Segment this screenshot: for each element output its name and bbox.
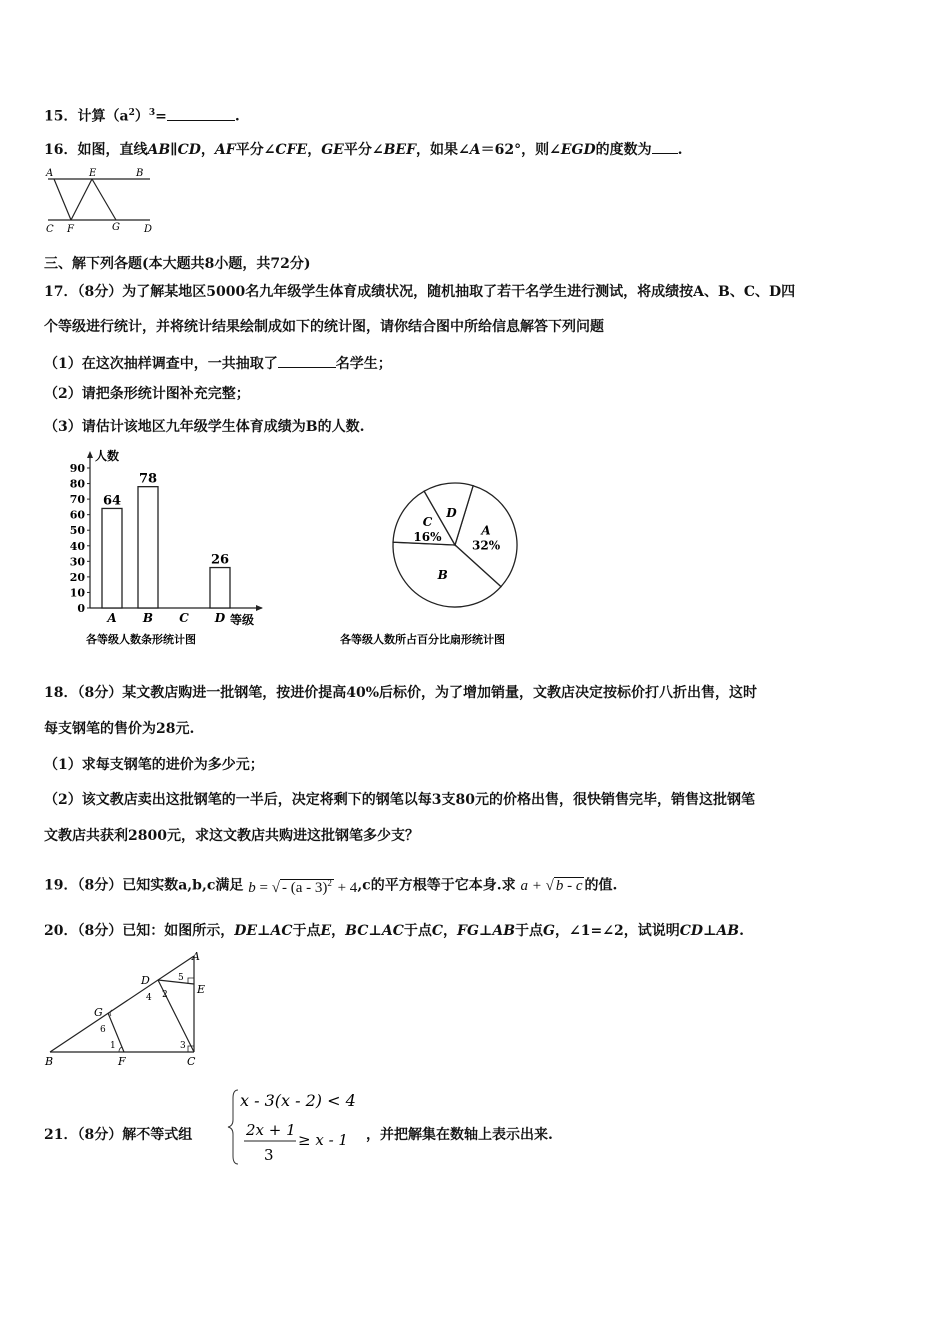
bar-chart-y-arrow — [87, 451, 93, 458]
answer-blank — [652, 139, 678, 154]
bar-b — [138, 487, 158, 608]
question-16: 16．如图，直线AB∥CD，AF平分∠CFE，GE平分∠BEF，如果∠A＝62°，则∠EGD的度数为 . — [44, 139, 683, 159]
category-label-d: D — [214, 611, 226, 625]
segment-ef — [71, 179, 92, 220]
y-tick-label: 40 — [69, 539, 85, 553]
label-e: E — [197, 983, 206, 996]
question-18-part1: （1）求每支钢笔的进价为多少元； — [44, 757, 264, 773]
question-17-part1: （1）在这次抽样调查中，一共抽取了 名学生； — [44, 353, 392, 373]
pie-label-c: C — [422, 515, 433, 530]
label-a: A — [192, 950, 200, 963]
category-label-b: B — [142, 611, 154, 625]
category-label-a: A — [107, 611, 117, 625]
question-15: 15．计算$(a^2)^3=$ . — [44, 104, 240, 126]
pie-chart-slices — [393, 483, 517, 607]
formula-a-plus-sqrt: a + √ b - c — [520, 877, 583, 894]
bar-chart-categories — [106, 611, 225, 625]
parallel-lines-figure — [40, 165, 170, 237]
bar-chart-bars — [102, 472, 230, 608]
inequality-1: x - 3(x - 2) < 4 — [240, 1091, 356, 1110]
answer-blank — [167, 106, 235, 121]
question-21-label: 21．（8分）解不等式组 — [44, 1127, 193, 1143]
label-c: C — [46, 224, 54, 235]
bar-a — [102, 508, 122, 608]
y-tick-label: 0 — [77, 602, 85, 615]
question-17-part3: （3）请估计该地区九年级学生体育成绩为B的人数. — [44, 419, 365, 435]
label-b: B — [136, 168, 144, 179]
pie-chart-title: 各等级人数所占百分比扇形统计图 — [340, 633, 505, 646]
bar-value-label: 78 — [138, 471, 158, 487]
y-tick-label: 20 — [69, 570, 85, 584]
y-tick-label: 80 — [69, 477, 85, 491]
label-e: E — [89, 168, 97, 179]
fraction-denominator: 3 — [264, 1146, 274, 1164]
question-20: 20．（8分）已知：如图所示，DE⊥AC于点E，BC⊥AC于点C，FG⊥AB于点G，∠1=∠2，试说明CD⊥AB. — [44, 923, 744, 939]
question-18-line1: 18．（8分）某文教店购进一批钢笔，按进价提高40%后标价，为了增加销量，文教店决定按标价打八折出售，这时 — [44, 685, 758, 701]
triangle-figure — [40, 948, 220, 1070]
segment-ab — [50, 956, 194, 1052]
bar-value-label: 26 — [210, 552, 230, 568]
inequality-system — [226, 1084, 366, 1170]
label-g: G — [112, 222, 120, 233]
question-21-instruction: ，并把解集在数轴上表示出来. — [366, 1127, 553, 1143]
question-18-part2: （2）该文教店卖出这批钢笔的一半后，决定将剩下的钢笔以每3支80元的价格出售，很快销售完毕，销售这批钢笔 — [44, 792, 755, 808]
label-g: G — [94, 1006, 103, 1019]
pie-label-b: B — [437, 567, 448, 582]
pie-chart — [330, 478, 590, 658]
brace — [228, 1090, 238, 1164]
q15-number: 15． — [44, 108, 78, 125]
question-19: 19．（8分）已知实数a,b,c满足 b = √ - (a - 3)$^2$ + 4,c的平方根等于它本身.求 a + √ b - c 的值. — [44, 874, 617, 897]
pie-percent-a: 32% — [472, 538, 501, 553]
angle-label-3: 3 — [180, 1041, 186, 1051]
y-tick-label: 10 — [69, 586, 85, 600]
bar-chart-x-arrow — [256, 605, 263, 611]
label-f: F — [67, 224, 74, 235]
pie-label-a: A — [481, 523, 491, 538]
question-18-part3: 文教店共获利2800元，求这文教店共购进这批钢笔多少支？ — [44, 828, 419, 844]
category-label-c: C — [179, 611, 189, 625]
fraction-numerator: 2x + 1 — [246, 1121, 296, 1139]
question-17-line1: 17．（8分）为了解某地区5000名九年级学生体育成绩状况，随机抽取了若干名学生进行测试，将成绩按A、B、C、D四 — [44, 284, 796, 300]
bar-chart-title: 各等级人数条形统计图 — [86, 633, 196, 646]
label-d: D — [144, 224, 153, 235]
y-tick-label: 50 — [69, 524, 85, 538]
section-header: 三、解下列各题(本大题共8小题，共72分) — [44, 256, 311, 272]
y-tick-label: 30 — [69, 555, 85, 569]
segment-de — [158, 980, 194, 984]
bar-chart — [58, 446, 278, 651]
y-tick-label: 90 — [69, 462, 85, 475]
label-d: D — [141, 974, 150, 987]
angle-mark-f — [119, 1047, 122, 1052]
angle-label-4: 4 — [146, 993, 152, 1003]
sqrt-sign: √ — [271, 880, 280, 896]
answer-blank — [278, 353, 336, 368]
segment-af — [54, 179, 71, 220]
angle-label-6: 6 — [100, 1025, 106, 1035]
pie-percent-c: 16% — [413, 530, 442, 545]
segment-eg — [92, 179, 116, 220]
pie-label-d: D — [446, 505, 457, 520]
y-tick-label: 70 — [69, 493, 85, 507]
label-a: A — [46, 168, 54, 179]
question-17-part2: （2）请把条形统计图补充完整； — [44, 386, 250, 402]
label-f: F — [118, 1055, 126, 1068]
bar-d — [210, 568, 230, 608]
sqrt-sign: √ — [545, 877, 554, 894]
bar-chart-ylabel: 人数 — [95, 449, 120, 463]
question-18-line2: 每支钢笔的售价为28元. — [44, 721, 195, 737]
bar-value-label: 64 — [102, 493, 122, 509]
label-c: C — [187, 1055, 196, 1068]
bar-chart-xlabel: 等级 — [230, 613, 255, 627]
bar-chart-y-ticks — [70, 462, 90, 615]
angle-label-1: 1 — [110, 1041, 116, 1051]
question-17-line2: 个等级进行统计，并将统计结果绘制成如下的统计图，请你结合图中所给信息解答下列问题 — [44, 319, 604, 335]
angle-label-5: 5 — [178, 973, 184, 983]
inequality-2-rhs: ≥ x - 1 — [298, 1131, 348, 1149]
label-b: B — [45, 1055, 54, 1068]
formula-b: b = √ - (a - 3)$^2$ + 4 — [248, 878, 358, 896]
angle-label-2: 2 — [162, 990, 168, 1000]
y-tick-label: 60 — [69, 508, 85, 522]
